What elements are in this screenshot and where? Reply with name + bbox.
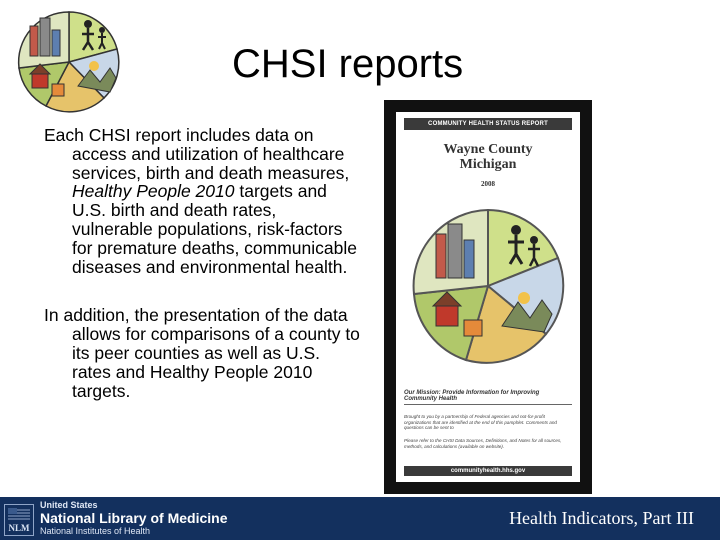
cover-divider [404, 404, 572, 405]
report-cover-county [396, 142, 580, 172]
para1-text: Each CHSI report includes data on access and utilization of healthcare services, birth and death measures, [44, 125, 350, 183]
county-name: Wayne County [443, 142, 533, 157]
footer-section-label: Health Indicators, Part III [509, 508, 694, 528]
report-cover-fineprint-1: Brought to you by a partnership of Federal agencies and not-for-profit organizations that are identified at the end of this pamphlet. Comments and questions can be sent to [404, 414, 557, 431]
slide-body [44, 126, 360, 430]
body-paragraph-2: In addition, the presentation of the data allows for comparisons of a county to its peer counties as well as U.S. rates and Healthy People 2010 targets. [44, 305, 360, 401]
logo-pie-image [19, 12, 119, 112]
para1-text-end: targets and U.S. birth and death rates, vulnerable populations, risk-factors for premature deaths, communicable diseases and environmental health. [72, 181, 357, 277]
report-cover-pie-image [406, 202, 570, 368]
report-cover-mission: Our Mission: Provide Information for Improving Community Health [404, 390, 540, 402]
footer-country: United States [40, 500, 98, 510]
footer-library-name: National Library of Medicine [40, 510, 228, 526]
nlm-logo [4, 504, 34, 536]
report-cover-year: 2008 [481, 180, 495, 188]
report-cover-band: COMMUNITY HEALTH STATUS REPORT [404, 118, 572, 130]
chsi-logo [6, 8, 132, 116]
body-paragraph-1 [44, 126, 360, 276]
nlm-abbr: NLM [8, 523, 30, 533]
footer-bar [0, 497, 720, 540]
report-cover-page [396, 112, 580, 482]
para1-italic-text: Healthy People 2010 [72, 181, 235, 202]
state-name: Michigan [459, 157, 517, 172]
slide-title: CHSI reports [232, 42, 464, 86]
report-cover-image [384, 100, 592, 494]
flag-icon [8, 508, 30, 520]
footer-institute: National Institutes of Health [40, 526, 151, 536]
report-cover-fineprint-2: Please refer to the CHSI Data Sources, Definitions, and Notes for all sources, methods, and calculations (available on website). [404, 438, 562, 449]
report-cover-url: communityhealth.hhs.gov [404, 466, 572, 476]
